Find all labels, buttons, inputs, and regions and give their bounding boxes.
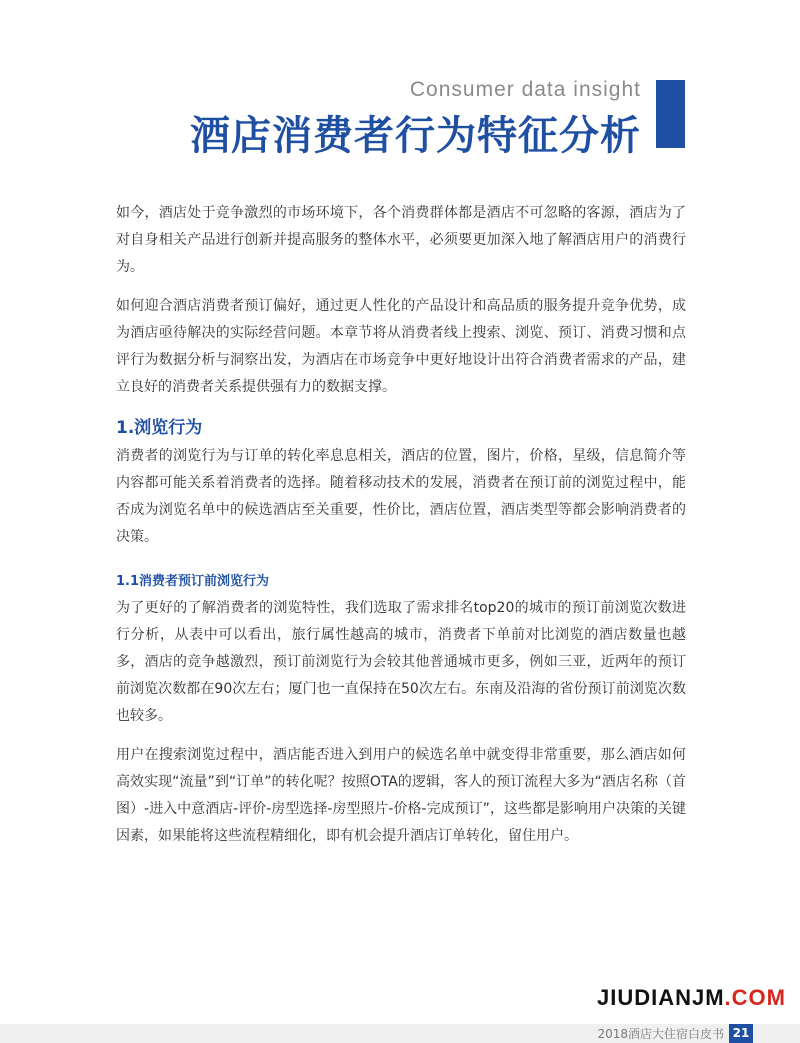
subsection-heading-pre-booking: 1.1消费者预订前浏览行为 (116, 574, 270, 589)
title-accent-bar (656, 80, 685, 148)
site-watermark (597, 985, 786, 1011)
header-subtitle: Consumer data insight (409, 78, 641, 101)
article-body (116, 200, 686, 850)
site-watermark-name: JIUDIANJM (596, 985, 725, 1010)
intro-paragraph-2: 如何迎合酒店消费者预订偏好，通过更人性化的产品设计和高品质的服务提升竞争优势，成为酒店亟待解决的实际经营问题。本章节将从消费者线上搜索、浏览、预订、消费习惯和点评行为数据分析与洞察出发，为酒店在市场竞争中更好地设计出符合消费者需求的产品，建立良好的消费者关系提供强有力的数据支撑。 (116, 298, 686, 395)
section-heading-browsing: 1.浏览行为 (116, 418, 203, 438)
subsection-paragraph-2: 用户在搜索浏览过程中，酒店能否进入到用户的候选名单中就变得非常重要，那么酒店如何高效实现“流量”到“订单”的转化呢？按照OTA的逻辑，客人的预订流程大多为“酒店名称（首图）-进入中意酒店-评价-房型选择-房型照片-价格-完成预订”，这些都是影响用户决策的关键因素，如果能将这些流程精细化，即有机会提升酒店订单转化，留住用户。 (116, 747, 686, 844)
subsection-paragraph-1: 为了更好的了解消费者的浏览特性，我们选取了需求排名top20的城市的预订前浏览次数进行分析，从表中可以看出，旅行属性越高的城市，消费者下单前对比浏览的酒店数量也越多，酒店的竞争越激烈，预订前浏览行为会较其他普通城市更多，例如三亚，近两年的预订前浏览次数都在90次左右；厦门也一直保持在50次左右。东南及沿海的省份预订前浏览次数也较多。 (116, 600, 686, 724)
page-number: 21 (729, 1024, 753, 1043)
section-browsing-paragraph: 消费者的浏览行为与订单的转化率息息相关，酒店的位置，图片，价格，星级，信息简介等内容都可能关系着消费者的选择。随着移动技术的发展，消费者在预订前的浏览过程中，能否成为浏览名单中的候选酒店至关重要，性价比，酒店位置，酒店类型等都会影响消费者的决策。 (116, 448, 686, 545)
intro-paragraph-1: 如今，酒店处于竞争激烈的市场环境下，各个消费群体都是酒店不可忽略的客源，酒店为了对自身相关产品进行创新并提高服务的整体水平，必须要更加深入地了解酒店用户的消费行为。 (116, 205, 686, 275)
site-watermark-domain: .COM (724, 985, 786, 1010)
page-title: 酒店消费者行为特征分析 (190, 113, 641, 159)
footer-book-title: 2018酒店大住宿白皮书 (597, 1027, 724, 1041)
